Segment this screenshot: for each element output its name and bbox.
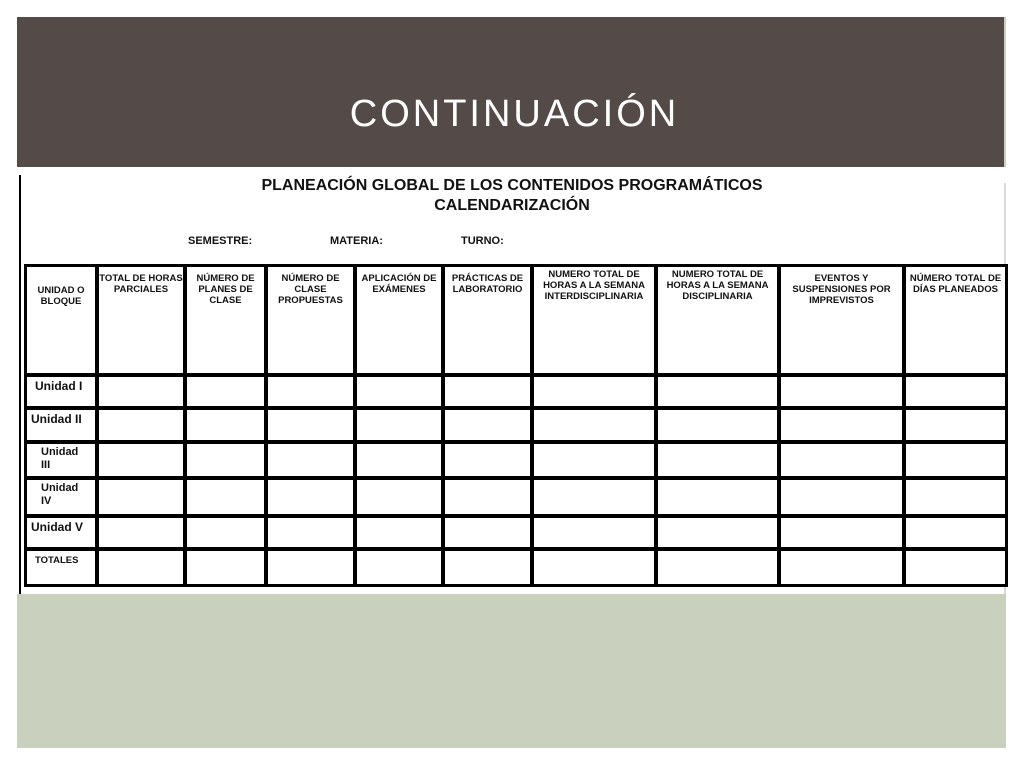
table-cell <box>658 377 781 410</box>
table-cell <box>534 480 658 518</box>
table-cell <box>268 444 357 480</box>
header-dias-planeados: NÚMERO TOTAL DE DÍAS PLANEADOS <box>906 267 1005 377</box>
table-cell <box>99 518 187 551</box>
table-cell <box>445 377 534 410</box>
table-cell <box>445 444 534 480</box>
table-cell <box>534 377 658 410</box>
table-cell <box>781 518 906 551</box>
header-clase-propuestas: NÚMERO DE CLASE PROPUESTAS <box>268 267 357 377</box>
header-unidad: UNIDAD O BLOQUE <box>27 267 99 377</box>
table-cell <box>357 518 445 551</box>
header-planes-clase: NÚMERO DE PLANES DE CLASE <box>187 267 268 377</box>
table-cell <box>357 377 445 410</box>
table-cell <box>268 518 357 551</box>
table-cell <box>906 480 1005 518</box>
header-eventos: EVENTOS Y SUSPENSIONES POR IMPREVISTOS <box>781 267 906 377</box>
table-cell <box>445 410 534 444</box>
row-label: Unidad III <box>27 444 99 480</box>
table-cell <box>99 444 187 480</box>
table-cell <box>534 410 658 444</box>
table-cell <box>357 444 445 480</box>
table-header-row <box>27 267 1005 377</box>
table-cell <box>99 410 187 444</box>
table-cell <box>658 410 781 444</box>
document-title: PLANEACIÓN GLOBAL DE LOS CONTENIDOS PROGRAMÁTICOS <box>261 177 763 194</box>
table-cell <box>534 551 658 584</box>
table-cell <box>658 518 781 551</box>
table-cell <box>99 551 187 584</box>
table-cell <box>187 480 268 518</box>
table-row <box>27 377 1005 410</box>
row-label: Unidad II <box>27 410 99 444</box>
row-label: Unidad I <box>27 377 99 410</box>
table-cell <box>187 377 268 410</box>
slide-header <box>17 17 1004 167</box>
row-label: TOTALES <box>27 551 99 584</box>
turno-label: TURNO: <box>461 235 504 247</box>
planning-table <box>24 264 1008 587</box>
table-cell <box>781 480 906 518</box>
table-row <box>27 444 1005 480</box>
table-cell <box>187 410 268 444</box>
table-cell <box>781 410 906 444</box>
table-cell <box>357 480 445 518</box>
table-cell <box>906 377 1005 410</box>
row-label: Unidad V <box>27 518 99 551</box>
header-horas-disciplinaria: NUMERO TOTAL DE HORAS A LA SEMANA DISCIPLINARIA <box>658 267 781 377</box>
table-cell <box>658 444 781 480</box>
table-cell <box>906 410 1005 444</box>
header-horas-interdisciplinaria: NUMERO TOTAL DE HORAS A LA SEMANA INTERDISCIPLINARIA <box>534 267 658 377</box>
table-cell <box>357 410 445 444</box>
header-total-horas: TOTAL DE HORAS PARCIALES <box>99 267 187 377</box>
table-cell <box>268 480 357 518</box>
document-left-edge <box>19 175 21 594</box>
table-cell <box>187 551 268 584</box>
table-cell <box>781 377 906 410</box>
row-label: Unidad IV <box>27 480 99 518</box>
header-practicas: PRÁCTICAS DE LABORATORIO <box>445 267 534 377</box>
table-cell <box>534 518 658 551</box>
table-cell <box>268 551 357 584</box>
table-cell <box>268 377 357 410</box>
table-cell <box>658 551 781 584</box>
table-cell <box>906 444 1005 480</box>
slide-title: CONTINUACIÓN <box>349 93 680 135</box>
header-examenes: APLICACIÓN DE EXÁMENES <box>357 267 445 377</box>
table-cell <box>187 518 268 551</box>
document-subtitle: CALENDARIZACIÓN <box>434 197 590 214</box>
table-row <box>27 480 1005 518</box>
table-cell <box>534 444 658 480</box>
table-cell <box>187 444 268 480</box>
table-cell <box>268 410 357 444</box>
table-cell <box>445 551 534 584</box>
table-row <box>27 518 1005 551</box>
table-cell <box>99 377 187 410</box>
semestre-label: SEMESTRE: <box>188 235 253 247</box>
table-cell <box>906 518 1005 551</box>
table-row <box>27 410 1005 444</box>
table-cell <box>906 551 1005 584</box>
table-cell <box>445 480 534 518</box>
table-cell <box>445 518 534 551</box>
table-cell <box>781 444 906 480</box>
table-row <box>27 551 1005 584</box>
table-cell <box>99 480 187 518</box>
materia-label: MATERIA: <box>330 235 383 247</box>
table-cell <box>781 551 906 584</box>
table-cell <box>658 480 781 518</box>
table-cell <box>357 551 445 584</box>
